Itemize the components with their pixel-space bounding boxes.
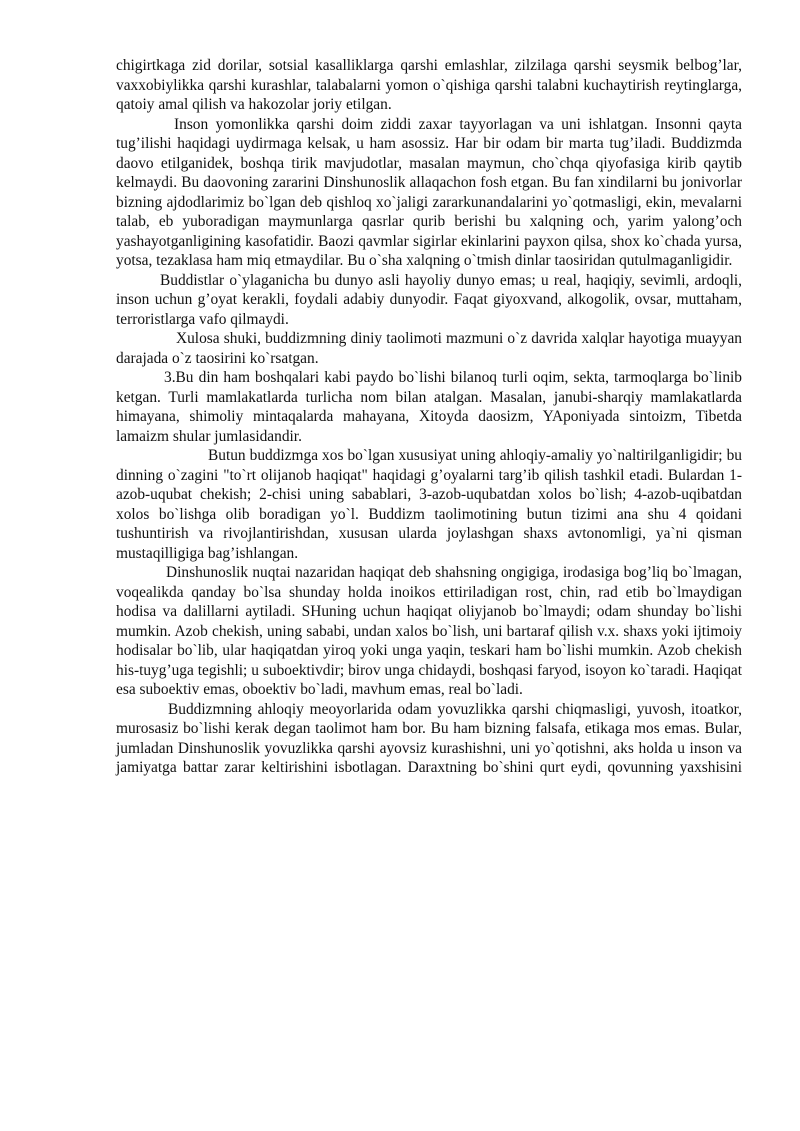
- paragraph-3: Buddistlar o`ylaganicha bu dunyo asli hayoliy dunyo emas; u real, haqiqiy, sevimli, ardoqli, inson uchun g’oyat kerakli, foydali adabiy dunyodir. Faqat giyoxvand, alkogolik, ovsar, muttaham, terroristlarga vafo qilmaydi.: [116, 271, 742, 328]
- paragraph-4: Xulosa shuki, buddizmning diniy taolimoti mazmuni o`z davrida xalqlar hayotiga muayyan darajada o`z taosirini ko`rsatgan.: [116, 330, 742, 367]
- paragraph-2: Inson yomonlikka qarshi doim ziddi zaxar tayyorlagan va uni ishlatgan. Insonni qayta tug’ilishi haqidagi uydirmaga kelsak, u ham asossiz. Har bir odam bir marta tug’iladi. Buddizmda daovo etilganidek, boshqa tirik mavjudotlar, masalan maymun, cho`chqa qiyofasiga kirib qaytib kelmaydi. Bu daovoning zararini Dinshunoslik allaqachon fosh etgan. Bu fan xindilarni bu jonivorlar bizning ajdodlarimiz bo`lgan deb qishloq xo`jaligi zararkunandalarini yo`qotmasligi, ekin, mevalarni talab, eb yuboradigan maymunlarga qasrlar qurib berishi bu xalqning och, yarim yalong’och yashayotganligining kasofatidir. Baozi qavmlar sigirlar ekinlarini payxon qilsa, shox ko`chada yursa, yotsa, tezaklasa ham miq etmaydilar. Bu o`sha xalqning o`tmish dinlar taosiridan qutulmaganligidir.: [116, 115, 742, 269]
- paragraph-5: 3.Bu din ham boshqalari kabi paydo bo`lishi bilanoq turli oqim, sekta, tarmoqlarga bo`linib ketgan. Turli mamlakatlarda turlicha nom bilan atalgan. Masalan, janubi-sharqiy mamlakatlarda himayana, shimoliy mintaqalarda mahayana, Xitoyda daosizm, YAponiyada sintoizm, Tibetda lamaizm shular jumlasidandir.: [116, 369, 742, 445]
- paragraph-6: Butun buddizmga xos bo`lgan xususiyat uning ahloqiy-amaliy yo`naltirilganligidir; bu dinning o`zagini "to`rt olijanob haqiqat" haqidagi g’oyalarni targ’ib qilish tashkil etadi. Bulardan 1-azob-uqubat chekish; 2-chisi uning sabablari, 3-azob-uqubatdan xolos bo`lish; 4-azob-uqibatdan xolos bo`lishga olib boradigan yo`l. Buddizm taolimotining butun tizimi ana shu 4 qoidani tushuntirish va rivojlantirishdan, xususan ularda joylashgan shaxs avtonomligi, ya`ni qisman mustaqilligiga bag’ishlangan.: [116, 447, 742, 562]
- document-page: [116, 56, 742, 778]
- paragraph-8: Buddizmning ahloqiy meoyorlarida odam yovuzlikka qarshi chiqmasligi, yuvosh, itoatkor, murosasiz bo`lishi kerak degan taolimot ham bor. Bu ham bizning falsafa, etikaga mos emas. Bular, jumladan Dinshunoslik yovuzlikka qarshi ayovsiz kurashishni, uni yo`qotishni, aks holda u inson va jamiyatga battar zarar keltirishini isbotlagan. Daraxtning bo`shini qurt eydi, qovunning yaxshisini: [116, 700, 742, 776]
- paragraph-7: Dinshunoslik nuqtai nazaridan haqiqat deb shahsning ongigiga, irodasiga bog’liq bo`lmagan, voqealikda qanday bo`lsa shunday holda inoikos ettiriladigan rost, chin, rad etib bo`lmaydigan hodisa va dalillarni aytiladi. SHuning uchun haqiqat oliyjanob bo`lmaydi; odam shunday bo`lishi mumkin. Azob chekish, uning sababi, undan xalos bo`lish, uni bartaraf qilish v.x. shaxs yoki ijtimoiy hodisalar bo`lib, ular haqiqatdan yiroq yoki unga yaqin, teskari ham bo`lishi mumkin. Azob chekish his-tuyg’uga tegishli; u suboektivdir; birov unga chidaydi, boshqasi faryod, isoyon ko`taradi. Haqiqat esa suboektiv emas, oboektiv bo`ladi, mavhum emas, real bo`ladi.: [116, 564, 742, 698]
- paragraph-1: chigirtkaga zid dorilar, sotsial kasalliklarga qarshi emlashlar, zilzilaga qarshi seysmik belbog’lar, vaxxobiylikka qarshi kurashlar, talabalarni yomon o`qishiga qarshi talabni kuchaytirish reytinglarga, qatoiy amal qilish va hakozolar joriy etilgan.: [116, 57, 742, 113]
